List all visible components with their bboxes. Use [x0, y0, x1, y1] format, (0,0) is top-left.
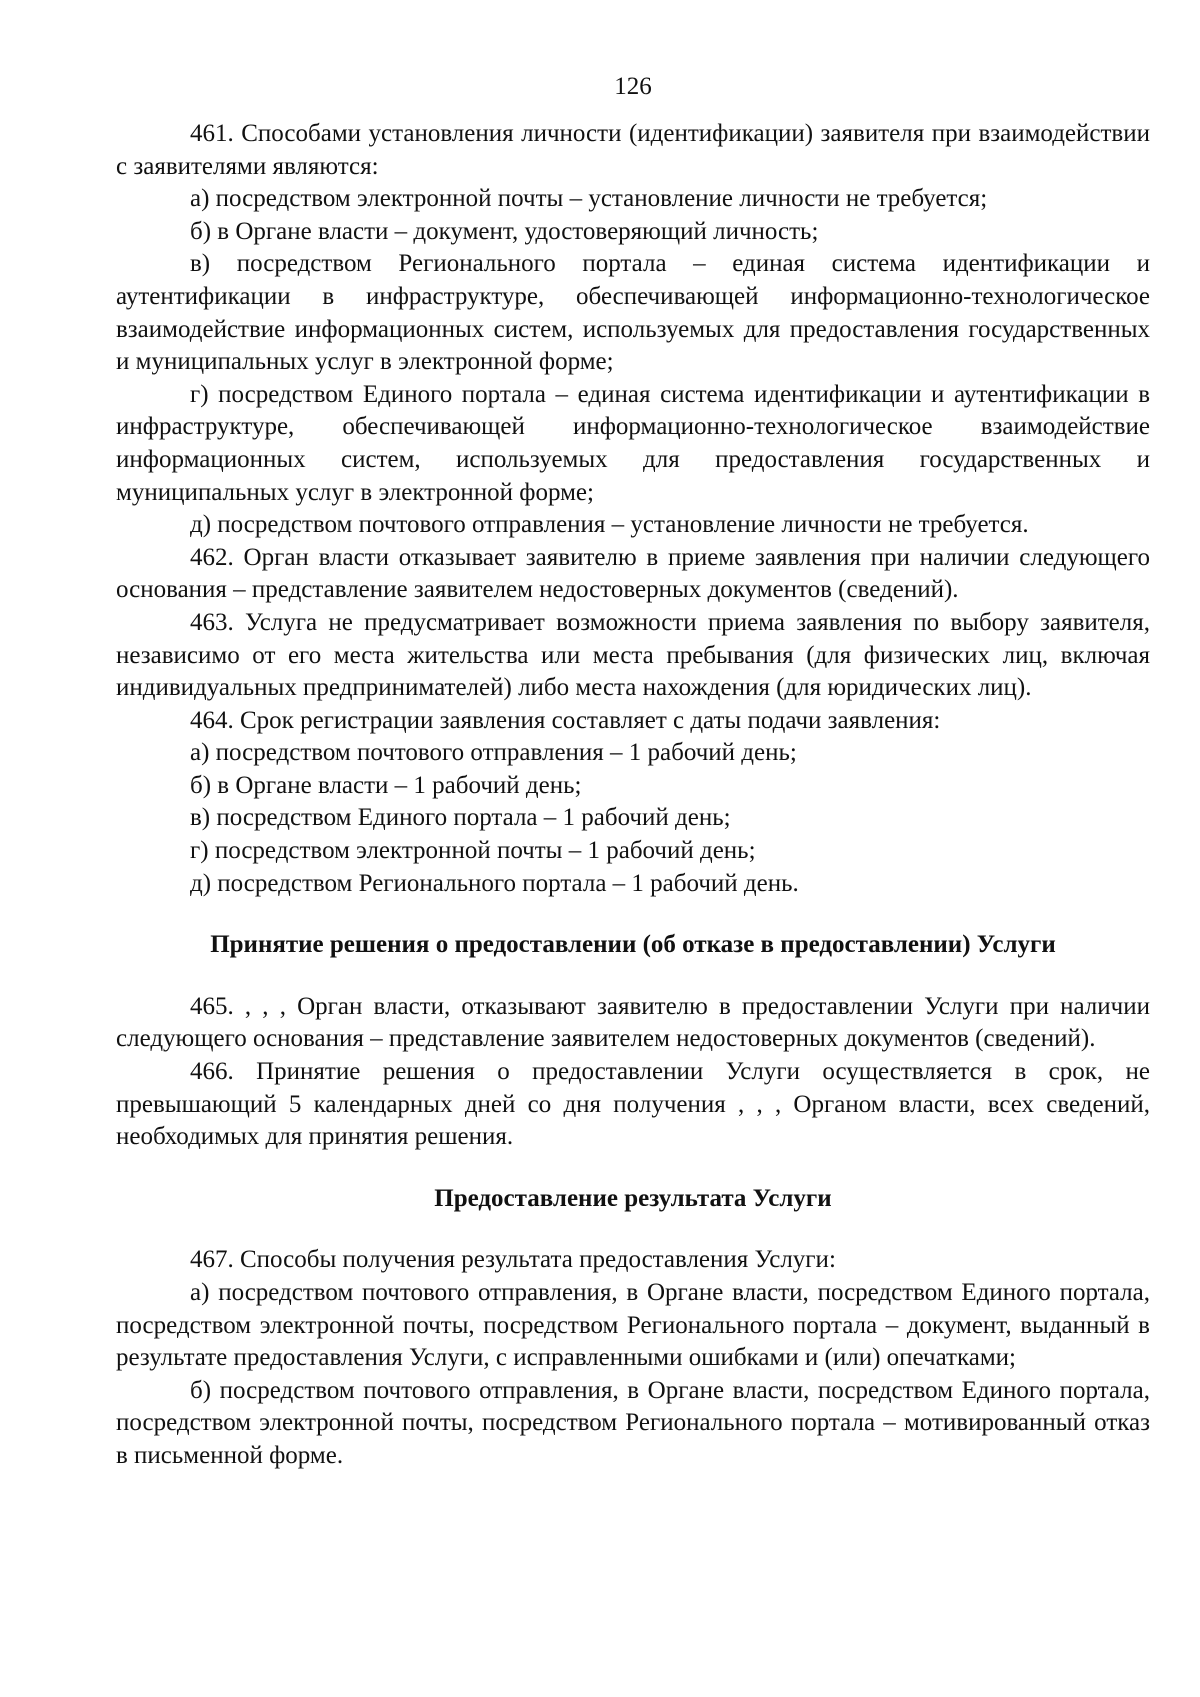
paragraph-461: 461. Способами установления личности (идентификации) заявителя при взаимодействии с заявителями являются:: [116, 120, 1150, 180]
paragraph-462: 462. Орган власти отказывает заявителю в приеме заявления при наличии следующего основания – представление заявителем недостоверных документов (сведений).: [116, 543, 1150, 604]
list-item-464-b: б) в Органе власти – 1 рабочий день;: [190, 771, 582, 799]
paragraph-466: 466. Принятие решения о предоставлении Услуги осуществляется в срок, не превышающий 5 календарных дней со дня получения , , , Органом власти, всех сведений, необходимых для принятия решения.: [116, 1058, 1150, 1151]
section-heading-result: Предоставление результата Услуги: [434, 1184, 832, 1212]
page-number: 126: [614, 73, 652, 100]
list-item-461-b: б) в Органе власти – документ, удостоверяющий личность;: [190, 217, 819, 245]
list-item-464-g: г) посредством электронной почты – 1 рабочий день;: [190, 837, 756, 865]
paragraph-464: 464. Срок регистрации заявления составляет с даты подачи заявления:: [190, 706, 941, 734]
list-item-461-a: а) посредством электронной почты – установление личности не требуется;: [190, 185, 988, 213]
paragraph-465: 465. , , , Орган власти, отказывают заявителю в предоставлении Услуги при наличии следующего основания – представление заявителем недостоверных документов (сведений).: [116, 992, 1150, 1053]
section-heading-decision: Принятие решения о предоставлении (об отказе в предоставлении) Услуги: [210, 931, 1056, 959]
list-item-464-d: д) посредством Регионального портала – 1 рабочий день.: [190, 869, 799, 897]
list-item-467-b: б) посредством почтового отправления, в Органе власти, посредством Единого портала, посредством электронной почты, посредством Регионального портала – мотивированный отказ в письменной форме.: [116, 1376, 1150, 1469]
document-body: [116, 118, 1150, 1473]
paragraph-463: 463. Услуга не предусматривает возможности приема заявления по выбору заявителя, независимо от его места жительства или места пребывания (для физических лиц, включая индивидуальных предпринимателей) либо места нахождения (для юридических лиц).: [116, 608, 1150, 702]
list-item-461-v: в) посредством Регионального портала – единая система идентификации и аутентификации в инфраструктуре, обеспечивающей информационно-технологическое взаимодействие информационных систем, используемых для предоставления государственных и муниципальных услуг в электронной форме;: [116, 250, 1150, 376]
list-item-461-d: д) посредством почтового отправления – установление личности не требуется.: [190, 511, 1029, 539]
list-item-467-a: а) посредством почтового отправления, в Органе власти, посредством Единого портала, посредством электронной почты, посредством Регионального портала – документ, выданный в результате предоставления Услуги, с исправленными ошибками и (или) опечатками;: [116, 1279, 1150, 1372]
list-item-461-g: г) посредством Единого портала – единая система идентификации и аутентификации в инфраструктуре, обеспечивающей информационно-технологическое взаимодействие информационных систем, используемых для предоставления государственных и муниципальных услуг в электронной форме;: [116, 380, 1150, 506]
list-item-464-a: а) посредством почтового отправления – 1 рабочий день;: [190, 739, 797, 767]
paragraph-467: 467. Способы получения результата предоставления Услуги:: [190, 1246, 836, 1274]
list-item-464-v: в) посредством Единого портала – 1 рабочий день;: [190, 804, 731, 832]
